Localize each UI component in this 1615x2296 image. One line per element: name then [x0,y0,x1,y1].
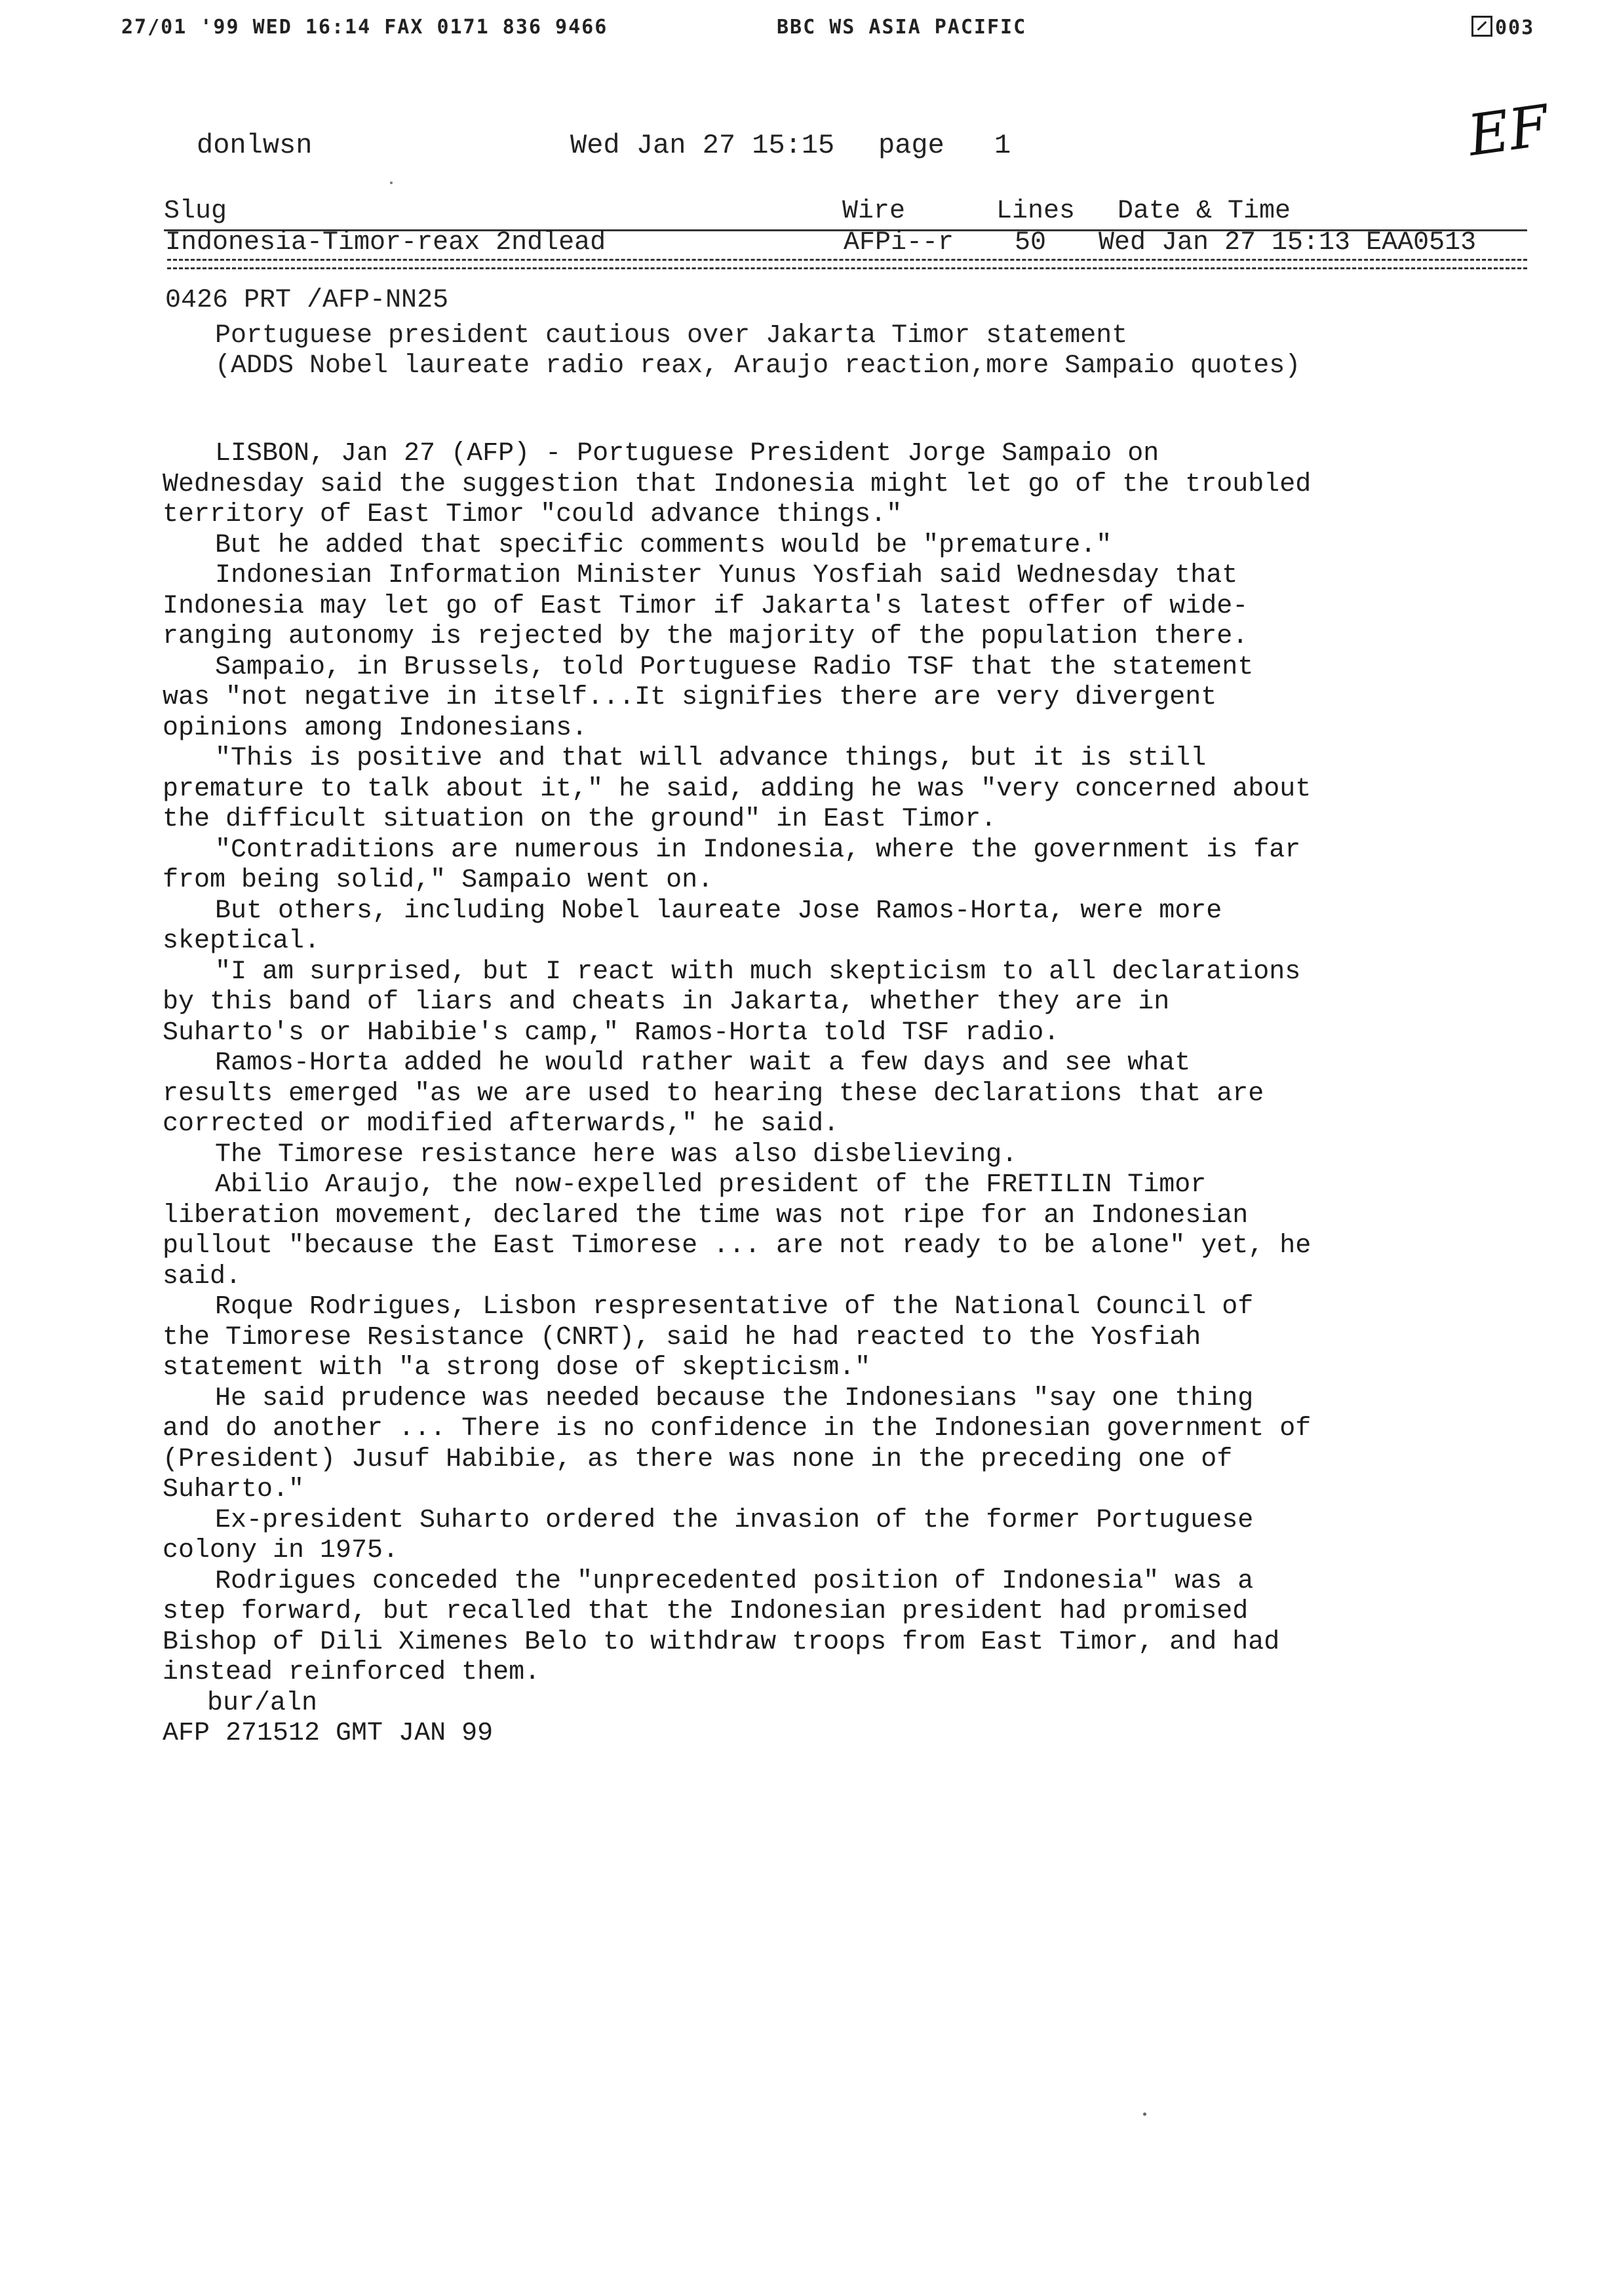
paragraph: Sampaio, in Brussels, told Portuguese Radio TSF that the statement was "not negative in itself...It signifies there are very divergent opinions among Indonesians. [163,652,1254,743]
speck [1143,2113,1146,2116]
paragraph: The Timorese resistance here was also disbelieving. [215,1139,1018,1170]
paragraph: Rodrigues conceded the "unprecedented position of Indonesia" was a step forward, but recalled that the Indonesian president had promised Bishop of Dili Ximenes Belo to withdraw troops from East Timor, and had instead reinforced them. [163,1566,1280,1687]
slug-header: Slug [164,197,227,226]
datetime-value: Wed Jan 27 15:13 EAA0513 [1099,228,1477,258]
fax-page-count [1471,16,1534,39]
paragraph: Ramos-Horta added he would rather wait a few days and see what results emerged "as we are used to hearing these declarations that are corrected or modified afterwards," he said. [163,1048,1264,1139]
fax-page-number: 003 [1495,16,1535,39]
lines-value: 50 [1015,228,1047,258]
dateline-stamp: AFP 271512 GMT JAN 99 [163,1719,494,1748]
operator-id: donlwsn [197,130,313,161]
wire-value: AFPi--r [844,228,954,258]
slug-value: Indonesia-Timor-reax 2ndlead [165,228,606,258]
lines-header: Lines [996,197,1076,226]
paragraph: "I am surprised, but I react with much skepticism to all declarations by this band of liars and cheats in Jakarta, whether they are in Suharto's or Habibie's camp," Ramos-Horta told TSF radio. [163,957,1301,1048]
page-number: 1 [994,130,1011,161]
byline: bur/aln [207,1688,318,1718]
speck [390,182,393,184]
paragraph: But he added that specific comments would be "premature." [215,530,1112,560]
paragraph: Ex-president Suharto ordered the invasion of the former Portuguese colony in 1975. [163,1505,1254,1565]
paragraph: "This is positive and that will advance things, but it is still premature to talk about it," he said, adding he was "very concerned about the difficult situation on the ground" in East Timor. [163,744,1312,834]
paragraph: "Contraditions are numerous in Indonesia, where the government is far from being solid," Sampaio went on. [163,835,1301,895]
paragraph: LISBON, Jan 27 (AFP) - Portuguese President Jorge Sampaio on Wednesday said the suggestion that Indonesia might let go of the troubled territory of East Timor "could advance things." [163,439,1312,529]
print-date: Wed Jan 27 15:15 [570,130,835,161]
paragraph: Roque Rodrigues, Lisbon respresentative of the National Council of the Timorese Resistance (CNRT), said he had reacted to the Yosfiah statement with "a strong dose of skepticism." [163,1292,1254,1383]
paragraph: Abilio Araujo, the now-expelled president of the FRETILIN Timor liberation movement, declared the time was not ripe for an Indonesian pullout "because the East Timorese ... are not ready to be alone" yet, he said. [163,1170,1312,1292]
story-headline: Portuguese president cautious over Jakarta Timor statement [215,321,1128,351]
slug-table-header [164,197,1527,229]
checkbox-icon [1471,16,1492,37]
fax-header [0,0,1615,59]
datetime-header: Date & Time [1118,197,1291,226]
page-label: page [878,130,944,161]
story-id: 0426 PRT /AFP-NN25 [165,286,449,315]
paragraph: Indonesian Information Minister Yunus Yosfiah said Wednesday that Indonesia may let go of East Timor if Jakarta's latest offer of wide-ranging autonomy is rejected by the majority of the population there. [163,561,1249,651]
paragraph: He said prudence was needed because the Indonesians "say one thing and do another ... There is no confidence in the Indonesian government of (President) Jusuf Habibie, as there was none in the preceding one of Suharto." [163,1383,1312,1504]
fax-transmission-info: 27/01 '99 WED 16:14 FAX 0171 836 9466 [121,16,608,39]
fax-sender-name: BBC WS ASIA PACIFIC [777,16,1027,39]
paragraph: But others, including Nobel laureate Jose Ramos-Horta, were more skeptical. [163,896,1222,956]
slug-table-row [165,228,1528,261]
handwritten-initials: EF [1464,92,1553,170]
wire-header: Wire [842,197,906,226]
story-adds-note: (ADDS Nobel laureate radio reax, Araujo reaction,more Sampaio quotes) [215,351,1301,381]
story-body [163,439,1316,1750]
separator-rule [167,259,1527,269]
